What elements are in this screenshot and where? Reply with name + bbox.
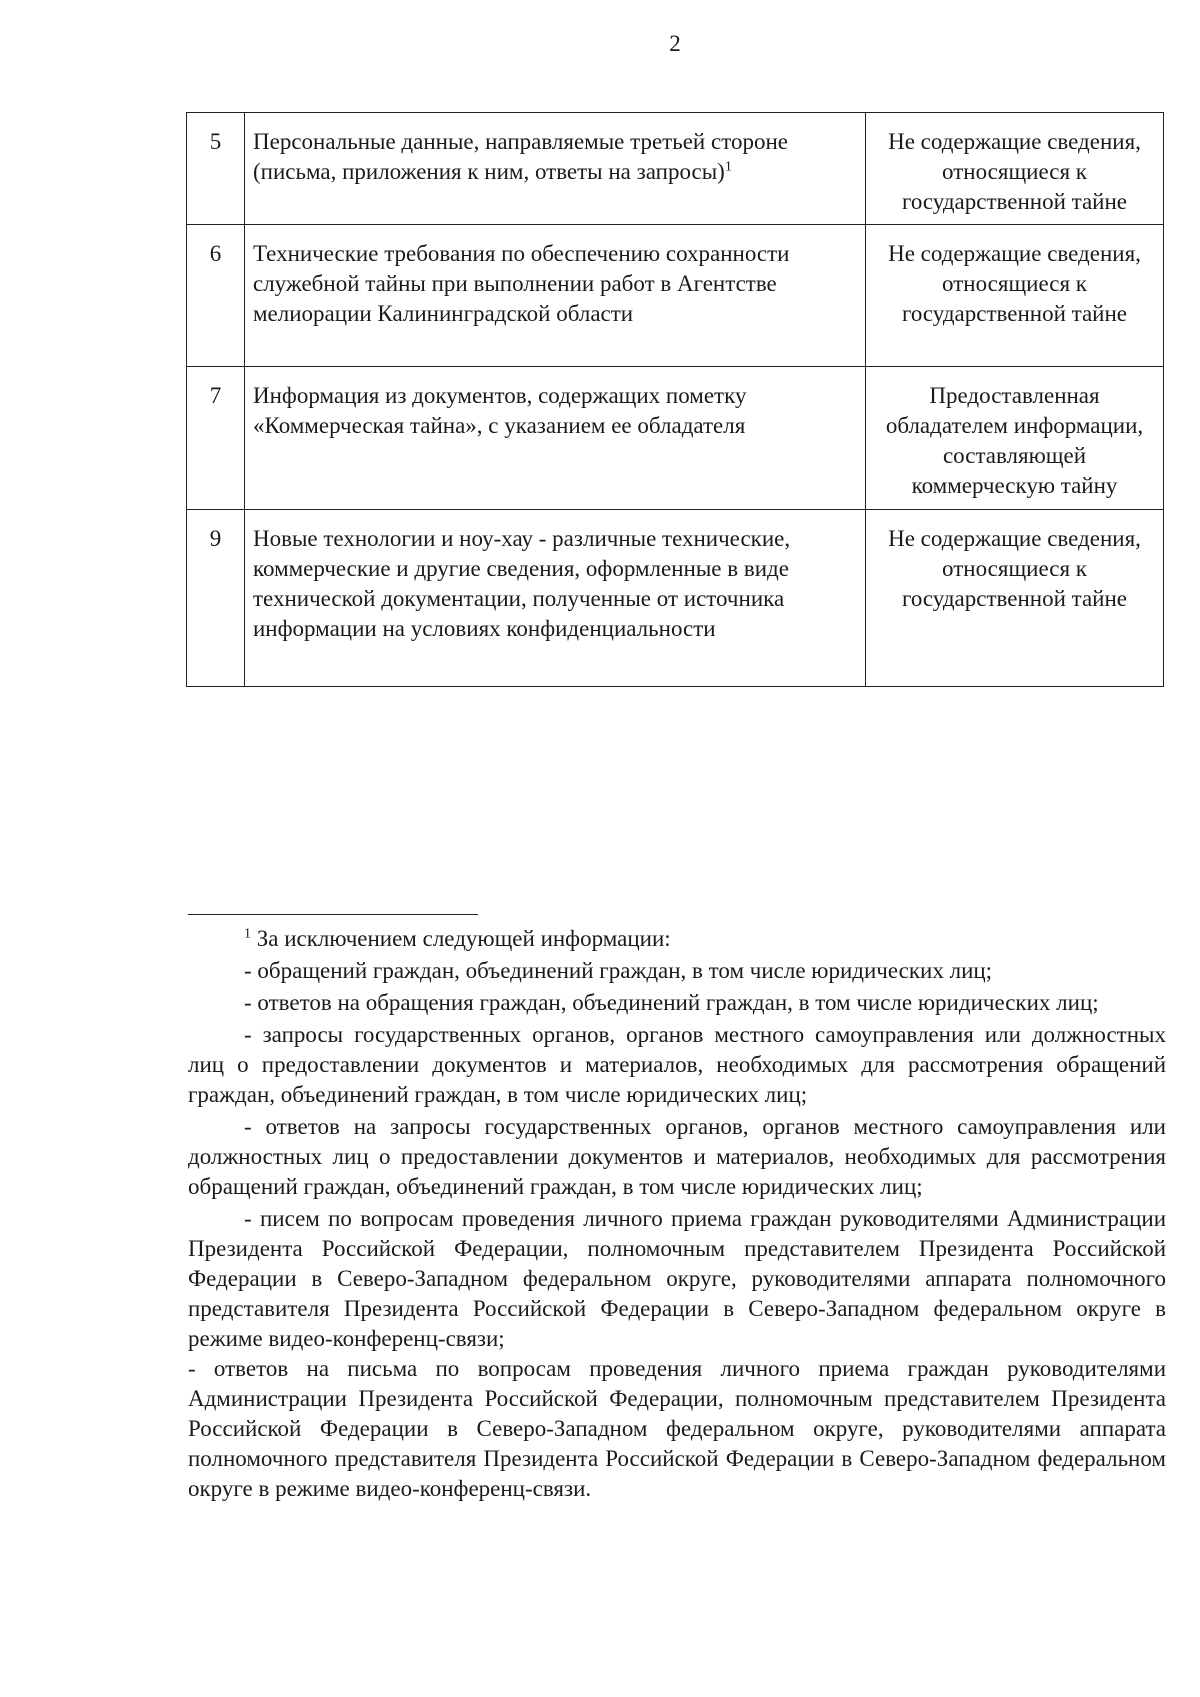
row-description: Персональные данные, направляемые третьей стороне (письма, приложения к ним, ответы на запросы) — [253, 129, 788, 184]
footnote-item: - запросы государственных органов, органов местного самоуправления или должностных лиц о предоставлении документов и материалов, необходимых для рассмотрения обращений граждан, объединений граждан, в том числе юридических лиц; — [188, 1022, 1166, 1107]
row-number: 9 — [187, 510, 245, 687]
footnote-item: - ответов на письма по вопросам проведения личного приема граждан руководителями Администрации Президента Российской Федерации, полномочным представителем Президента Российской Федерации в Северо-Западном федеральном округе, руководителями аппарата полномочного представителя Президента Российской Федерации в Северо-Западном федеральном округе в режиме видео-конференц-связи. — [188, 1356, 1166, 1501]
row-description: Технические требования по обеспечению сохранности служебной тайны при выполнении работ в Агентстве мелиорации Калининградской области — [245, 225, 866, 367]
footnote-item: - обращений граждан, объединений граждан, в том числе юридических лиц; — [244, 958, 993, 983]
footnote-item: - писем по вопросам проведения личного приема граждан руководителями Администрации Президента Российской Федерации, полномочным представителем Президента Российской Федерации в Северо-Западном федеральном округе, руководителями аппарата полномочного представителя Президента Российской Федерации в Северо-Западном федеральном округе в режиме видео-конференц-связи; — [188, 1206, 1166, 1351]
table-row — [187, 225, 1164, 367]
row-note: Не содержащие сведения, относящиеся к государственной тайне — [866, 113, 1164, 225]
row-number: 6 — [187, 225, 245, 367]
row-description: Новые технологии и ноу-хау - различные технические, коммерческие и другие сведения, оформленные в виде технической документации, полученные от источника информации на условиях конфиденциальности — [245, 510, 866, 687]
row-note: Предоставленная обладателем информации, составляющей коммерческую тайну — [866, 367, 1164, 510]
footnote-mark: 1 — [244, 926, 251, 942]
footnote-item: - ответов на запросы государственных органов, органов местного самоуправления или должностных лиц о предоставлении документов и материалов, необходимых для рассмотрения обращений граждан, объединений граждан, в том числе юридических лиц; — [188, 1114, 1166, 1199]
row-description: Информация из документов, содержащих пометку «Коммерческая тайна», с указанием ее обладателя — [245, 367, 866, 510]
row-note: Не содержащие сведения, относящиеся к государственной тайне — [866, 510, 1164, 687]
row-description-cell — [245, 113, 866, 225]
table-row — [187, 367, 1164, 510]
footnote-intro: За исключением следующей информации: — [256, 926, 671, 951]
table-row — [187, 113, 1164, 225]
classification-table — [186, 112, 1164, 687]
table-row — [187, 510, 1164, 687]
page-number: 2 — [669, 31, 681, 56]
footnote-intro-line — [188, 924, 1166, 954]
row-number: 5 — [187, 113, 245, 225]
footnote-item: - ответов на обращения граждан, объединений граждан, в том числе юридических лиц; — [244, 990, 1099, 1015]
footnotes — [188, 924, 1166, 1504]
row-number: 7 — [187, 367, 245, 510]
row-note: Не содержащие сведения, относящиеся к государственной тайне — [866, 225, 1164, 367]
footnote-separator — [188, 914, 478, 915]
footnote-reference: 1 — [724, 159, 732, 175]
